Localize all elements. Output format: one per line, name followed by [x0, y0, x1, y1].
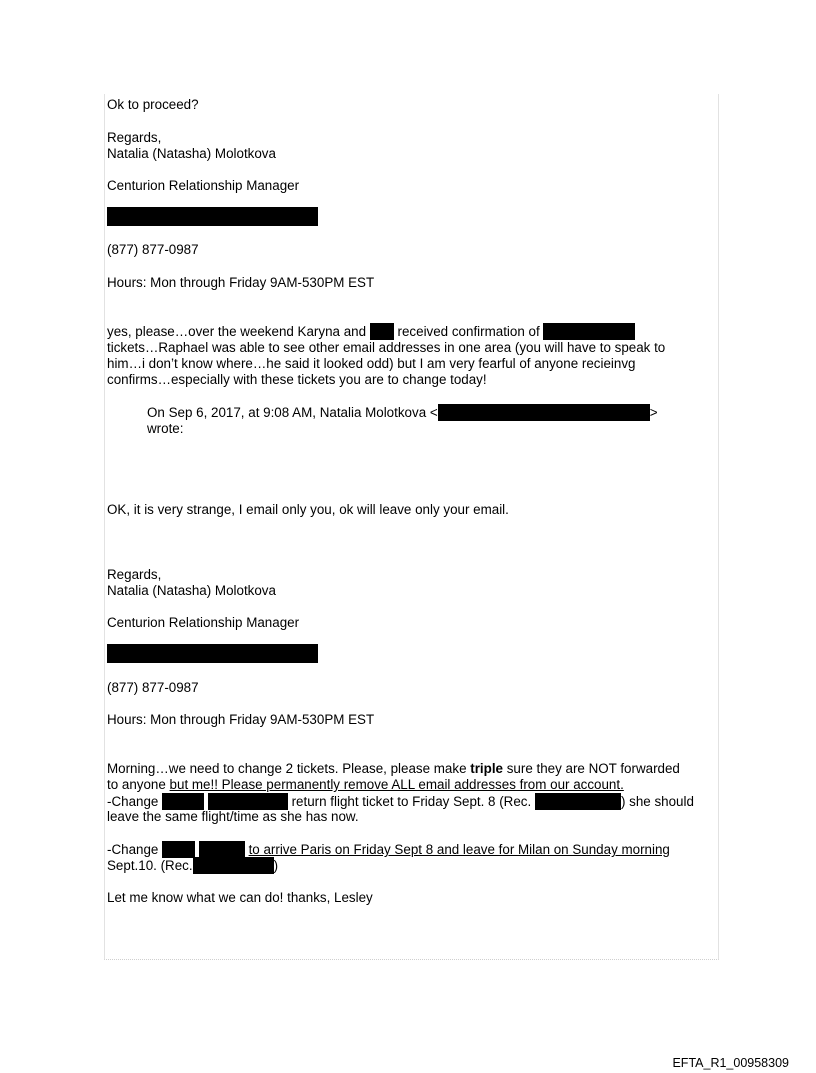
- redaction-inline: [438, 404, 650, 421]
- message-line: [107, 857, 278, 874]
- quote-header-text: >: [649, 405, 658, 420]
- message-line: tickets…Raphael was able to see other email addresses in one area (you will have to speak to: [107, 340, 666, 355]
- message-text: -Change: [107, 842, 159, 857]
- message-line: [107, 793, 694, 810]
- signature-hours: Hours: Mon through Friday 9AM-530PM EST: [107, 712, 375, 727]
- message-line: [107, 323, 635, 340]
- redaction-inline: [199, 841, 245, 858]
- message-line: [107, 777, 624, 793]
- signature-name: Natalia (Natasha) Molotkova: [107, 583, 276, 598]
- signature-hours: Hours: Mon through Friday 9AM-530PM EST: [107, 275, 375, 290]
- signature-phone: (877) 877-0987: [107, 242, 199, 257]
- redaction-inline: [193, 857, 274, 874]
- message-text: to anyone: [107, 777, 170, 792]
- message-text: yes, please…over the weekend Karyna and: [107, 324, 367, 339]
- redaction-block: [107, 644, 318, 663]
- message-text: ) she should: [620, 794, 694, 809]
- underlined-text: to arrive Paris on Friday Sept 8 and leave for Milan on Sunday morning: [248, 842, 670, 857]
- signature-regards: Regards,: [107, 567, 162, 582]
- signature-title: Centurion Relationship Manager: [107, 178, 300, 193]
- message-text: Sept.10. (Rec.: [107, 858, 193, 873]
- signature-title: Centurion Relationship Manager: [107, 615, 300, 630]
- message-text: ): [273, 858, 279, 873]
- redaction-inline: [370, 323, 394, 340]
- redaction-inline: [535, 793, 621, 810]
- message-line: him…i don’t know where…he said it looked odd) but I am very fearful of anyone recieinvg: [107, 356, 636, 371]
- message-line: [107, 761, 680, 777]
- quote-header-text: On Sep 6, 2017, at 9:08 AM, Natalia Molotkova <: [147, 405, 438, 420]
- signature-phone: (877) 877-0987: [107, 680, 199, 695]
- redaction-block: [107, 207, 318, 226]
- message-text: return flight ticket to Friday Sept. 8 (Rec.: [291, 794, 532, 809]
- redaction-inline: [543, 323, 635, 340]
- message-line: Let me know what we can do! thanks, Lesley: [107, 890, 373, 905]
- message-line: leave the same flight/time as she has now.: [107, 809, 359, 824]
- message-text: received confirmation of: [397, 324, 540, 339]
- quote-header-line: [147, 404, 658, 421]
- signature-name: Natalia (Natasha) Molotkova: [107, 146, 276, 161]
- redaction-inline: [162, 793, 204, 810]
- reply-body: OK, it is very strange, I email only you, ok will leave only your email.: [107, 502, 509, 517]
- message-line: [107, 841, 670, 858]
- redaction-inline: [208, 793, 288, 810]
- underlined-text: but me!! Please permanently remove ALL email addresses from our account.: [169, 777, 624, 792]
- document-id: EFTA_R1_00958309: [672, 1056, 789, 1070]
- quote-header-line: wrote:: [147, 421, 184, 436]
- signature-regards: Regards,: [107, 130, 162, 145]
- proceed-question: Ok to proceed?: [107, 97, 199, 112]
- message-text: sure they are NOT forwarded: [503, 761, 680, 776]
- redaction-inline: [162, 841, 195, 858]
- message-text: Morning…we need to change 2 tickets. Please, please make: [107, 761, 471, 776]
- message-line: confirms…especially with these tickets you are to change today!: [107, 372, 487, 387]
- emphasis-text: triple: [470, 761, 503, 776]
- message-text: -Change: [107, 794, 159, 809]
